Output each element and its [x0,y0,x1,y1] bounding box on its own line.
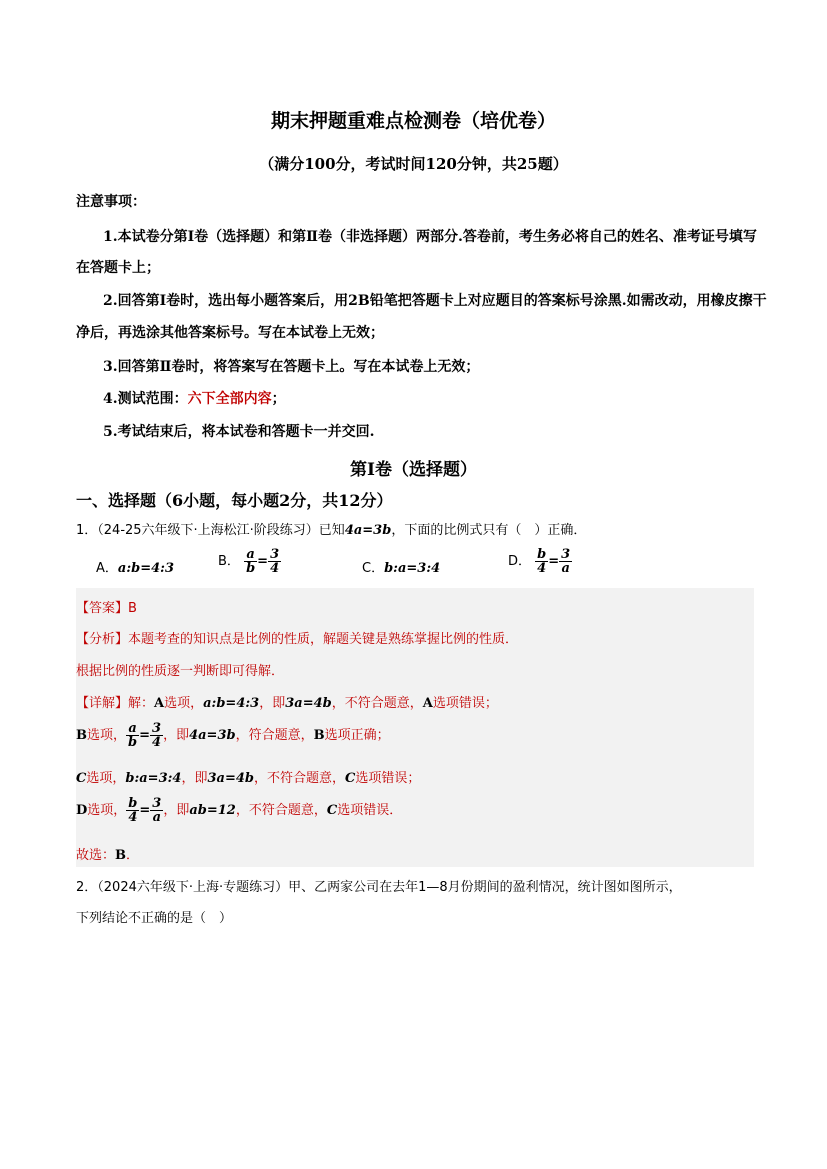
question-1-suffix: ，下面的比例式只有（ ）正确． [391,523,587,538]
section-title: 第Ⅰ卷（选择题） [350,460,477,480]
notice-item-2-line-1: 2.回答第Ⅰ卷时，选出每小题答案后，用2B铅笔把答题卡上对应题目的答案标号涂黑.如需改动，用橡皮擦干 [103,293,767,309]
option-c [362,557,440,576]
notice-item-3: 3.回答第Ⅱ卷时，将答案写在答题卡上。写在本试卷上无效； [103,359,480,375]
final-answer: 故选：B． [76,848,140,863]
option-a [96,557,174,576]
question-1-given: 4a=3b [344,523,392,538]
question-2-line-2: 下列结论不正确的是（ ） [76,911,233,926]
part-title: 一、选择题（6小题，每小题2分，共12分） [76,491,393,510]
option-c-label: C． [362,561,385,576]
notice-item-5: 5.考试结束后，将本试卷和答题卡一并交回. [103,424,375,440]
notice-heading: 注意事项： [76,194,146,210]
exam-subtitle: （满分100分，考试时间120分钟，共25题） [259,155,568,173]
answer-line: 【答案】B [76,601,137,616]
option-b-fraction-right: $\frac{3}{4}$ [270,547,280,576]
detail-line-d: D选项， $\frac{b}{4}$ = $\frac{3}{a}$ ，即ab=12，不符合题意，C选项错误． [76,796,403,825]
detail-line-a: 【详解】解：A选项，a:b=4:3，即3a=4b，不符合题意，A选项错误； [76,696,498,711]
notice-item-4 [103,388,286,408]
analysis-line-2: 根据比例的性质逐一判断即可得解． [76,664,285,679]
option-b-label: B． [218,554,240,569]
notice-item-4-prefix: 4.测试范围： [103,391,188,407]
option-c-expr: b:a=3:4 [384,561,441,576]
exam-title: 期末押题重难点检测卷（培优卷） [270,110,556,132]
option-d-label: D． [508,554,532,569]
analysis-line-1: 【分析】本题考查的知识点是比例的性质，解题关键是熟练掌握比例的性质． [76,632,519,647]
question-2-line-1: 2．（2024六年级下·上海·专题练习）甲、乙两家公司在去年1—8月份期间的盈利情况，统计图如图所示， [76,880,682,895]
test-scope: 六下全部内容 [187,391,272,407]
option-d: D． $\frac{b}{4}$ = $\frac{3}{a}$ [508,547,571,576]
notice-item-1-line-2: 在答题卡上； [76,260,160,276]
detail-line-c: C选项，b:a=3:4，即3a=4b，不符合题意，C选项错误； [76,771,421,786]
detail-line-b: B选项， $\frac{a}{b}$ = $\frac{3}{4}$ ，即4a=3b，符合题意，B选项正确； [76,721,390,750]
option-a-label: A． [96,561,118,576]
question-1-prefix: 1．（24-25六年级下·上海松江·阶段练习）已知 [76,523,345,538]
option-d-fraction-right: $\frac{3}{a}$ [561,547,571,576]
option-b: B． $\frac{a}{b}$ = $\frac{3}{4}$ [218,547,280,576]
option-d-fraction-left: $\frac{b}{4}$ [537,547,547,576]
notice-item-4-suffix: ； [271,391,286,407]
option-b-fraction-left: $\frac{a}{b}$ [246,547,256,576]
question-1-stem [76,519,586,538]
notice-item-2-line-2: 净后，再选涂其他答案标号。写在本试卷上无效； [76,325,384,341]
notice-item-1-line-1: 1.本试卷分第Ⅰ卷（选择题）和第Ⅱ卷（非选择题）两部分.答卷前，考生务必将自己的姓名、准考证号填写 [103,229,757,245]
option-a-expr: a:b=4:3 [117,561,175,576]
